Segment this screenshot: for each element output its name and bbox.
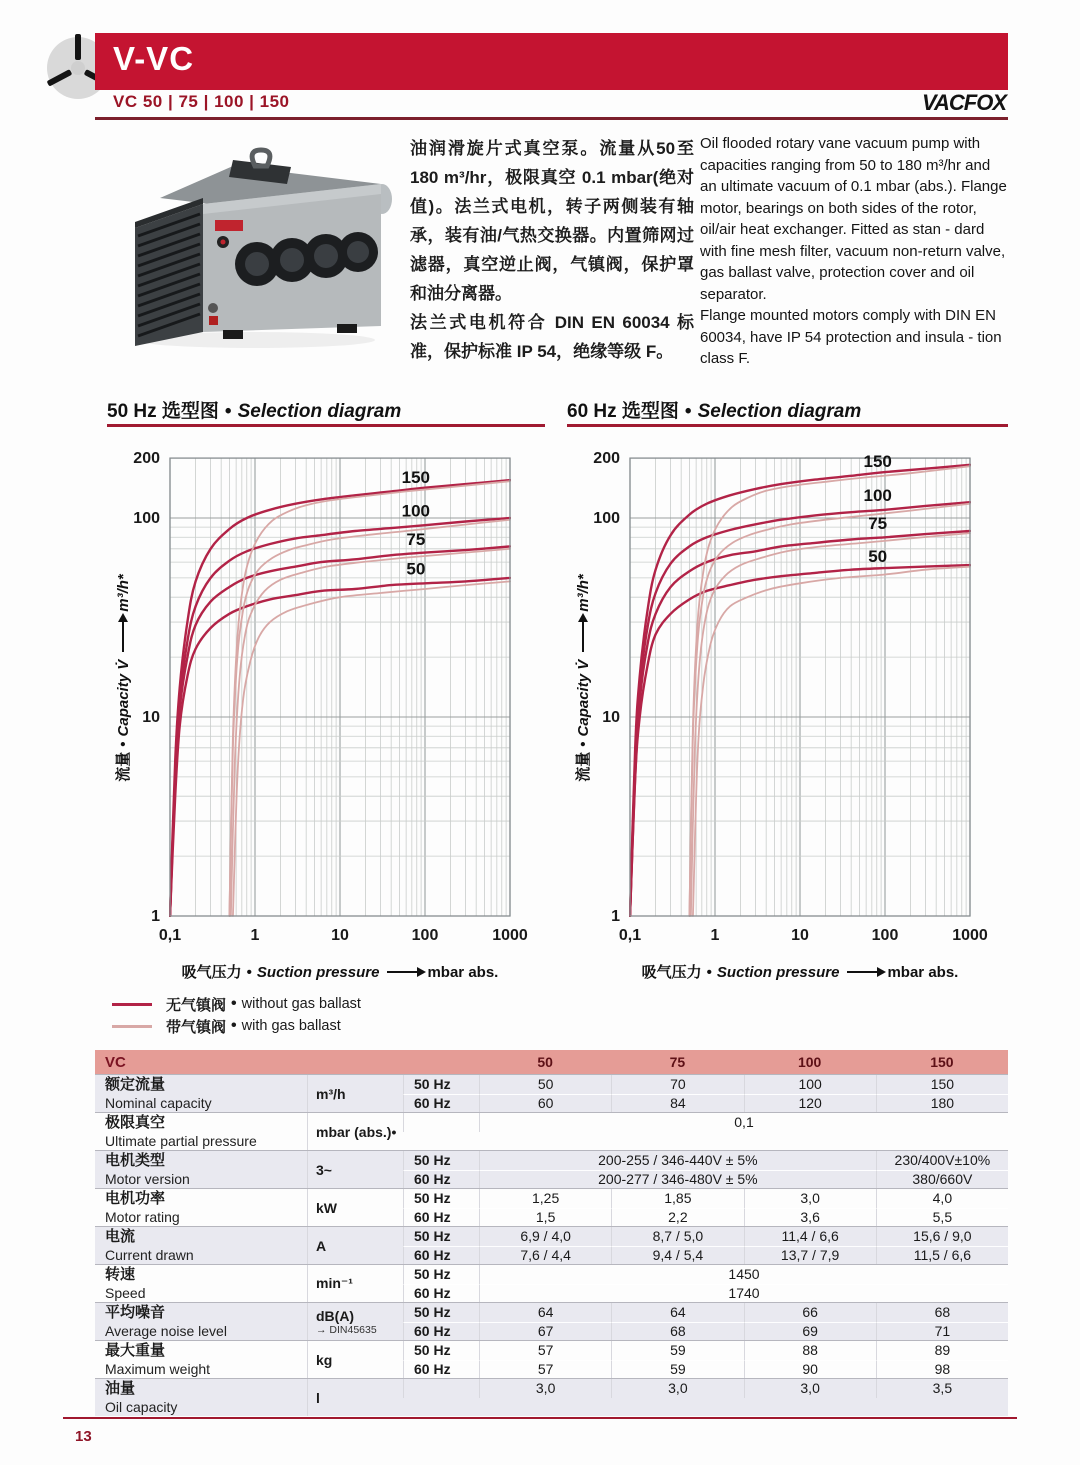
- table-value: 1,85: [611, 1189, 743, 1208]
- legend-swatch-dark: [112, 1003, 152, 1006]
- row-frequency: [403, 1113, 479, 1132]
- intro-zh-p2: 法兰式电机符合 DIN EN 60034 标准，保护标准 IP 54，绝缘等级 F。: [410, 313, 694, 361]
- selection-chart-50hz: [100, 438, 545, 962]
- row-frequency: 60 Hz: [403, 1094, 479, 1113]
- table-value: 84: [611, 1094, 743, 1113]
- arrow-right-icon: [122, 620, 124, 652]
- table-group: [95, 1340, 1008, 1378]
- table-value: 3,0: [479, 1379, 611, 1398]
- table-value: 9,4 / 5,4: [611, 1246, 743, 1265]
- row-frequency: 50 Hz: [403, 1303, 479, 1322]
- table-value: 11,5 / 6,6: [876, 1246, 1008, 1265]
- svg-text:100: 100: [401, 501, 431, 521]
- row-label: 电流 Current drawn: [105, 1227, 194, 1263]
- section-rule-left: [107, 424, 545, 427]
- table-value: 88: [744, 1341, 876, 1360]
- table-value: 230/400V±10%: [876, 1151, 1008, 1170]
- arrow-right-icon: [582, 620, 584, 652]
- table-value: 7,6 / 4,4: [479, 1246, 611, 1265]
- brand-logo: VACFOX: [921, 90, 1006, 115]
- row-unit: dB(A) → DIN45635: [307, 1303, 403, 1340]
- svg-text:10: 10: [602, 709, 620, 726]
- page-number: 13: [75, 1428, 92, 1445]
- row-frequency: 60 Hz: [403, 1284, 479, 1303]
- table-value: 90: [744, 1360, 876, 1379]
- table-header-vc: VC: [105, 1053, 126, 1071]
- row-frequency: 60 Hz: [403, 1170, 479, 1189]
- y-axis-label-60hz: 流量•Capacity V̇m³/h*: [575, 574, 592, 782]
- table-value: 57: [479, 1360, 611, 1379]
- table-value: 1450: [479, 1265, 1008, 1284]
- table-value: 1,5: [479, 1208, 611, 1227]
- row-unit: mbar (abs.)•: [307, 1113, 403, 1150]
- legend: [112, 993, 361, 1037]
- footer-rule: [63, 1417, 1017, 1419]
- table-value: 68: [611, 1322, 743, 1341]
- page-title: V-VC: [113, 40, 195, 77]
- row-frequency: 60 Hz: [403, 1322, 479, 1341]
- row-frequency: 50 Hz: [403, 1075, 479, 1094]
- row-frequency: 60 Hz: [403, 1208, 479, 1227]
- table-value: 200-255 / 346-440V ± 5%: [479, 1151, 876, 1170]
- y-axis-label-50hz: 流量•Capacity V̇m³/h*: [115, 574, 132, 782]
- table-group: [95, 1188, 1008, 1226]
- arrow-right-icon: [387, 971, 419, 973]
- svg-text:100: 100: [863, 485, 892, 505]
- svg-text:150: 150: [401, 467, 431, 487]
- table-value: 98: [876, 1360, 1008, 1379]
- svg-text:0,1: 0,1: [158, 927, 182, 944]
- row-unit: kg: [307, 1341, 403, 1378]
- svg-text:200: 200: [133, 450, 160, 468]
- svg-text:50: 50: [406, 559, 426, 579]
- table-value: 6,9 / 4,0: [479, 1227, 611, 1246]
- table-value: 60: [479, 1094, 611, 1113]
- x-axis-label-50hz: 吸气压力 • Suction pressure mbar abs.: [181, 964, 499, 981]
- svg-text:10: 10: [331, 927, 349, 944]
- table-value: 13,7 / 7,9: [744, 1246, 876, 1265]
- intro-zh-p1: 油润滑旋片式真空泵。流量从50至180 m³/hr，极限真空 0.1 mbar(绝对值)。法兰式电机，转子两侧装有轴承，装有油/气热交换器。内置筛网过滤器，真空逆止阀，气镇阀，保护罩和油分离器。: [410, 139, 694, 303]
- section-title-60hz: 60 Hz 选型图 • Selection diagram: [567, 401, 862, 422]
- row-frequency: 50 Hz: [403, 1227, 479, 1246]
- table-group: [95, 1112, 1008, 1150]
- table-value: 3,0: [744, 1379, 876, 1398]
- row-unit: m³/h: [307, 1075, 403, 1112]
- table-header-model: 150: [930, 1054, 954, 1070]
- table-value: 5,5: [876, 1208, 1008, 1227]
- table-value: 66: [744, 1303, 876, 1322]
- svg-text:100: 100: [411, 927, 439, 944]
- table-value: 3,0: [744, 1189, 876, 1208]
- svg-text:75: 75: [406, 530, 426, 550]
- svg-text:1: 1: [151, 908, 160, 925]
- table-value: 70: [611, 1075, 743, 1094]
- svg-text:10: 10: [791, 927, 809, 944]
- table-value: 180: [876, 1094, 1008, 1113]
- svg-text:50: 50: [868, 547, 888, 567]
- row-label: 额定流量 Nominal capacity: [105, 1075, 212, 1111]
- svg-text:200: 200: [593, 450, 620, 468]
- arrow-right-icon: [847, 971, 879, 973]
- svg-text:1: 1: [611, 908, 620, 925]
- legend-item-with-gas-ballast: 带气镇阀 • with gas ballast: [112, 1015, 361, 1037]
- row-unit: min⁻¹: [307, 1265, 403, 1302]
- row-frequency: 50 Hz: [403, 1189, 479, 1208]
- row-unit: kW: [307, 1189, 403, 1226]
- title-rule: [95, 117, 1008, 120]
- model-range: VC 50 | 75 | 100 | 150: [113, 92, 290, 111]
- legend-item-without-gas-ballast: 无气镇阀 • without gas ballast: [112, 993, 361, 1015]
- row-unit: 3~: [307, 1151, 403, 1188]
- table-value: 59: [611, 1360, 743, 1379]
- intro-text-en: [700, 133, 1008, 370]
- table-value: 1740: [479, 1284, 1008, 1303]
- table-value: 0,1: [479, 1113, 1008, 1132]
- table-value: 89: [876, 1341, 1008, 1360]
- table-header-model: 100: [797, 1054, 822, 1070]
- subtitle-row: [95, 92, 1008, 116]
- section-rule-right: [567, 424, 1008, 427]
- svg-text:10: 10: [142, 709, 160, 726]
- table-value: 67: [479, 1322, 611, 1341]
- table-value: 150: [876, 1075, 1008, 1094]
- table-group: [95, 1378, 1008, 1416]
- row-frequency: [403, 1379, 479, 1398]
- svg-text:1: 1: [710, 927, 720, 944]
- row-frequency: 50 Hz: [403, 1265, 479, 1284]
- svg-text:1000: 1000: [952, 927, 988, 944]
- svg-text:100: 100: [871, 927, 899, 944]
- title-bar: [95, 33, 1008, 90]
- section-title-50hz: 50 Hz 选型图 • Selection diagram: [107, 401, 402, 422]
- table-value: 64: [479, 1303, 611, 1322]
- table-group: [95, 1302, 1008, 1340]
- spec-table: [95, 1050, 1008, 1416]
- table-value: 3,6: [744, 1208, 876, 1227]
- svg-text:1000: 1000: [492, 927, 528, 944]
- table-value: 64: [611, 1303, 743, 1322]
- table-value: 15,6 / 9,0: [876, 1227, 1008, 1246]
- row-label: 平均噪音 Average noise level: [105, 1303, 227, 1339]
- table-value: 380/660V: [876, 1170, 1008, 1189]
- table-header-model: 50: [537, 1054, 553, 1070]
- svg-text:150: 150: [863, 452, 892, 472]
- row-frequency: 60 Hz: [403, 1246, 479, 1265]
- svg-text:100: 100: [133, 510, 160, 527]
- legend-swatch-light: [112, 1025, 152, 1028]
- table-value: 120: [744, 1094, 876, 1113]
- intro-en-p2: Flange mounted motors comply with DIN EN 60034, have IP 54 protection and insula - tion class F.: [700, 307, 1002, 367]
- table-value: 69: [744, 1322, 876, 1341]
- table-header-row: [95, 1050, 1008, 1074]
- row-label: 转速 Speed: [105, 1265, 146, 1301]
- row-frequency: 50 Hz: [403, 1151, 479, 1170]
- table-group: [95, 1264, 1008, 1302]
- table-value: 2,2: [611, 1208, 743, 1227]
- table-value: 68: [876, 1303, 1008, 1322]
- selection-chart-60hz: [560, 438, 1005, 962]
- table-value: 200-277 / 346-480V ± 5%: [479, 1170, 876, 1189]
- table-value: 1,25: [479, 1189, 611, 1208]
- intro-text-zh: [410, 134, 694, 366]
- table-value: 100: [744, 1075, 876, 1094]
- table-value: 57: [479, 1341, 611, 1360]
- row-unit: l: [307, 1379, 403, 1416]
- table-group: [95, 1074, 1008, 1112]
- row-label: 最大重量 Maximum weight: [105, 1341, 211, 1377]
- row-frequency: 50 Hz: [403, 1341, 479, 1360]
- svg-text:1: 1: [250, 927, 260, 944]
- row-label: 极限真空 Ultimate partial pressure: [105, 1113, 257, 1149]
- row-label: 电机类型 Motor version: [105, 1151, 190, 1187]
- x-axis-label-60hz: 吸气压力 • Suction pressure mbar abs.: [641, 964, 959, 981]
- table-group: [95, 1226, 1008, 1264]
- intro-en-p1: Oil flooded rotary vane vacuum pump with capacities ranging from 50 to 180 m³/hr and an ultimate vacuum of 0.1 mbar (abs.). Flange motor, bearings on both sides of the rotor, oil/air heat exchanger. Fitted as stan - dard with fine mesh filter, vacuum non-return valve, gas ballast valve, protection cover and oil separator.: [700, 135, 1007, 303]
- row-unit: A: [307, 1227, 403, 1264]
- row-label: 电机功率 Motor rating: [105, 1189, 180, 1225]
- svg-text:0,1: 0,1: [618, 927, 642, 944]
- table-value: 71: [876, 1322, 1008, 1341]
- product-photo: [105, 140, 395, 352]
- row-label: 油量 Oil capacity: [105, 1379, 178, 1415]
- table-value: 11,4 / 6,6: [744, 1227, 876, 1246]
- row-frequency: 60 Hz: [403, 1360, 479, 1379]
- table-group: [95, 1150, 1008, 1188]
- table-value: 50: [479, 1075, 611, 1094]
- table-value: 8,7 / 5,0: [611, 1227, 743, 1246]
- svg-text:75: 75: [868, 514, 888, 534]
- table-value: 3,5: [876, 1379, 1008, 1398]
- table-value: 59: [611, 1341, 743, 1360]
- table-header-model: 75: [669, 1054, 686, 1070]
- table-value: 3,0: [611, 1379, 743, 1398]
- table-value: 4,0: [876, 1189, 1008, 1208]
- svg-text:100: 100: [593, 510, 620, 527]
